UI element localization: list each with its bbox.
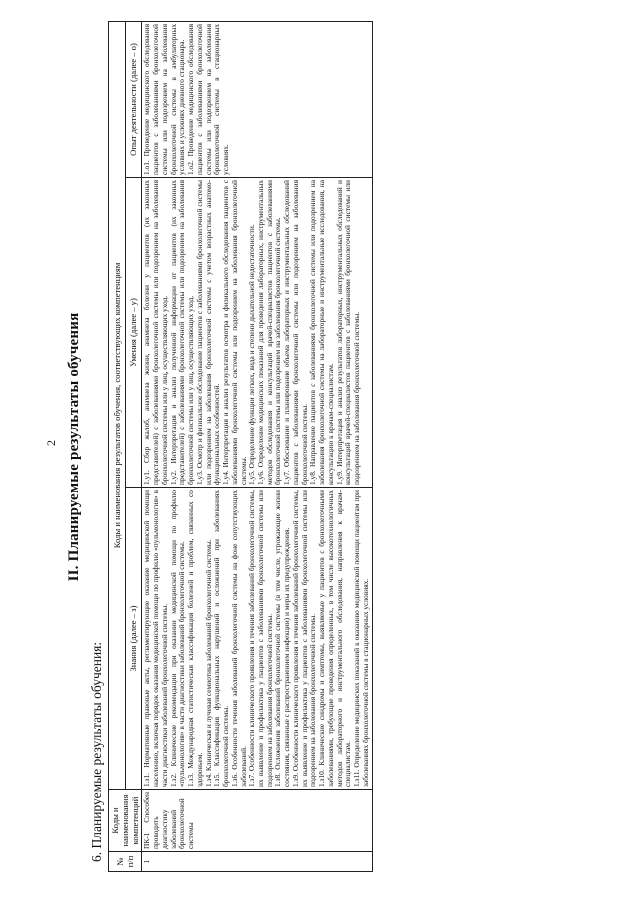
experience-item: 1.о2. Проведение медицинского обследования пациентов с заболеваниями бронхолегочной системы или подозрением на заболевания бронхолегочной системы в стационарных условиях. (186, 23, 231, 175)
table-row (142, 21, 372, 871)
experience-item: 1.о1. Проведение медицинского обследования пациентов с заболеваниями бронхолегочной системы или подозрением на заболевания бронхолегочной системы в амбулаторных условиях и условиях дневного стационара. (142, 23, 187, 175)
knowledge-cell (142, 488, 372, 790)
rotated-page-content (62, 22, 597, 872)
knowledge-item: 1.з9. Особенности клинического проявления и течения заболеваний бронхолегочной системы, их выявление и профилактика у пациентов с заболеваниями бронхолегочной системы или подозрением на заболевания бронхолегочной системы. (290, 490, 318, 787)
header-knowledge: Знания (далее – з) (125, 488, 142, 790)
experience-cell (142, 21, 372, 177)
skills-item: 1.у5. Определение функции легких, вида и степени дыхательной недостаточности. (247, 224, 257, 485)
subsection-title: 6. Планируемые результаты обучения: (89, 641, 104, 862)
knowledge-item: 1.з1. Нормативные правовые акты, регламентирующие оказание медицинской помощи населению, включая порядок оказания медицинской помощи по профилю «пульмонология» в части диагностики заболеваний бронхолегочной системы. (142, 490, 169, 787)
row-number: 1 (142, 852, 372, 872)
header-num: № п/п (109, 852, 142, 872)
knowledge-item: 1.з8. Осложнения заболеваний бронхолегочной системы (в том числе, угрожающие жизни состояния, связанные с распространением инфекции) и меры их предупреждения. (273, 490, 292, 787)
header-skills: Умения (далее – у) (125, 178, 142, 488)
competence-cell: ПК-1 Способен проводить диагностику заболеваний бронхолегочной системы (142, 790, 372, 852)
skills-item: 1.у4. Интерпретация и анализ результатов осмотра и физикального обследования пациентов с заболеваниями бронхолегочной системы или подозрением на заболевания бронхолегочной системы. (221, 180, 248, 485)
knowledge-item: 1.з6. Особенности течения заболеваний бронхолегочной системы на фоне сопутствующих заболеваний. (229, 490, 248, 787)
header-outcomes-group: Коды и наименования результатов обучения, соответствующих компетенциям (109, 21, 126, 789)
knowledge-item: 1.з5. Классификация функциональных нарушений и осложнений при заболеваниях бронхолегочной системы. (212, 490, 231, 787)
knowledge-item: 1.з11. Определение медицинских показаний к оказанию медицинской помощи пациентам при заболеваниях бронхолегочной системы в стационарных условиях. (352, 490, 370, 787)
skills-item: 1.у3. Осмотр и физикальное обследование пациентов с заболеваниями бронхолегочной системы или подозрением на заболевания бронхолегочной системы с учетом возрастных анатомо-функциональных особенностей. (194, 180, 222, 485)
skills-item: 1.у2. Интерпретация и анализ полученной информации от пациентов (их законных представителей) с заболеваниями бронхолегочной системы или подозрением на заболевания бронхолегочной системы или у лиц, осуществляющих уход. (168, 180, 196, 485)
skills-cell (142, 178, 372, 488)
skills-item: 1.у9. Интерпретация и анализ результатов лабораторных, инструментальных обследований и консультаций врачей-специалистов пациентов с заболеваниями бронхолегочной системы или подозрением на заболевания бронхолегочной системы. (334, 180, 362, 485)
knowledge-item: 1.з2. Клинические рекомендации при оказании медицинской помощи по профилю «пульмонология» в части диагностики заболеваний бронхолегочной системы. (168, 490, 187, 787)
knowledge-item: 1.з3. Международная статистическая классификация болезней и проблем, связанных со здоровьем. (186, 490, 204, 787)
skills-item: 1.у6. Определение медицинских показаний для проведения лабораторных, инструментальных методов обследования и консультаций врачей-специалистов пациентов с заболеваниями бронхолегочной системы или подозрением на заболевания бронхолегочной системы. (255, 180, 283, 485)
skills-item: 1.у7. Обоснование и планирование объема лабораторных и инструментальных обследований пациентов с заболеваниями бронхолегочной системы или подозрением на заболевания бронхолегочной системы. (282, 180, 309, 485)
knowledge-item: 1.з7. Особенности клинического проявления и течения заболеваний бронхолегочной системы, их выявление и профилактика у пациентов с заболеваниями бронхолегочной системы или подозрением на заболевания бронхолегочной системы. (247, 490, 274, 787)
knowledge-item: 1.з10. Клинические синдромы и симптомы, выявляемые у пациентов с бронхолегочными заболеваниями, требующие проведения определенных, в том числе высокотехнологичных методов лабораторного и инструментального обследования, направления к врачам-специалистам. (317, 490, 353, 787)
skills-item: 1.у1. Сбор жалоб, анамнеза жизни, анамнеза болезни у пациентов (их законных представителей) с заболеваниями бронхолегочной системы или подозрением на заболевания бронхолегочной системы или у лиц, осуществляющих уход. (142, 180, 169, 485)
learning-outcomes-table (108, 21, 373, 872)
header-experience: Опыт деятельности (далее – о) (125, 21, 142, 177)
section-title: II. Планируемые результаты обучения (66, 312, 82, 582)
skills-item: 1.у8. Направление пациентов с заболеваниями бронхолегочной системы или подозрением на заболевания бронхолегочной системы на лабораторные и инструментальные исследования, на консультацию к врачам-специалистам. (308, 180, 335, 485)
page-number: 2 (44, 440, 58, 446)
header-competence-codes: Коды и наименования компетенций (109, 790, 142, 852)
knowledge-item: 1.з4. Клиническая и лучевая семиотика заболеваний бронхолегочной системы. (203, 539, 213, 787)
